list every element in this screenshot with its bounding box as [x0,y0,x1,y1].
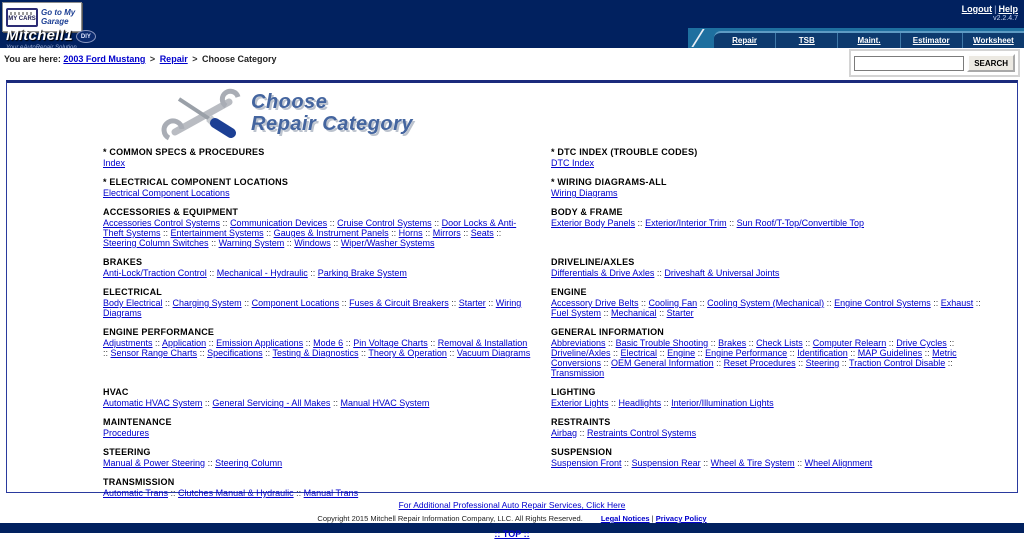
category-link[interactable]: Suspension Rear [631,458,701,468]
link-separator: :: [608,398,619,408]
footer-divider: | [651,514,654,523]
category-link[interactable]: Fuel System [551,308,602,318]
link-separator: :: [787,348,798,358]
category-link[interactable]: Anti-Lock/Traction Control [103,268,207,278]
category-link[interactable]: Exterior/Interior Trim [645,218,727,228]
category-title: DRIVELINE/AXLES [551,257,635,267]
link-separator: :: [202,398,213,408]
category-section [551,207,981,248]
category-link[interactable]: MAP Guidelines [857,348,923,358]
category-section [103,287,533,318]
link-separator: :: [263,228,274,238]
category-section [551,177,981,198]
link-separator: :: [656,308,667,318]
link-separator: :: [839,358,850,368]
category-link[interactable]: Abbreviations [551,338,606,348]
category-link[interactable]: Traction Control Disable [849,358,946,368]
category-link[interactable]: Index [103,158,126,168]
category-section [103,257,533,278]
link-separator: :: [303,338,314,348]
link-separator: :: [422,228,433,238]
category-row [103,417,983,438]
category-link[interactable]: Pin Voltage Charts [353,338,428,348]
breadcrumb-separator: > [149,54,156,64]
category-link[interactable]: Emission Applications [216,338,304,348]
category-section [551,447,981,468]
link-separator: :: [448,298,459,308]
category-link[interactable]: Wiring Diagrams [103,298,522,318]
category-link[interactable]: Wiper/Washer Systems [340,238,435,248]
search-box [849,49,1020,77]
category-link[interactable]: General Servicing - All Makes [212,398,331,408]
link-separator: :: [930,298,941,308]
link-separator: :: [427,338,438,348]
category-link[interactable]: Mirrors [432,228,461,238]
category-list [103,147,983,498]
link-separator: :: [241,298,252,308]
additional-services-link[interactable]: For Additional Professional Auto Repair Services, Click Here [398,500,626,510]
search-input[interactable] [854,56,964,71]
category-title: MAINTENANCE [103,417,172,427]
link-separator: :: [621,458,632,468]
category-link[interactable]: Door Locks & Anti-Theft Systems [103,218,517,238]
category-link[interactable]: Transmission [551,368,605,378]
category-link[interactable]: Body Electrical [103,298,163,308]
category-title: SUSPENSION [551,447,613,457]
category-title: * COMMON SPECS & PROCEDURES [103,147,265,157]
category-link[interactable]: Entertainment Systems [170,228,264,238]
category-link[interactable]: Driveshaft & Universal Joints [664,268,780,278]
category-links [551,158,981,168]
tab-tsb[interactable]: TSB [775,33,837,48]
category-link[interactable]: Differentials & Drive Axles [551,268,655,278]
category-link[interactable]: Sensor Range Charts [110,348,198,358]
category-link[interactable]: Airbag [551,428,578,438]
category-link[interactable]: Automatic Trans [103,488,169,498]
copyright-text: Copyright 2015 Mitchell Repair Information Company, LLC. All Rights Reserved. [317,514,583,523]
category-link[interactable]: Communication Devices [230,218,328,228]
category-link[interactable]: Restraints Control Systems [587,428,697,438]
plate-decor [10,12,34,15]
category-links [103,268,533,278]
category-row [103,257,983,278]
link-separator: :: [794,458,805,468]
category-section [103,207,533,248]
category-links [103,158,533,168]
link-separator: :: [654,268,665,278]
category-link[interactable]: Engine Control Systems [834,298,931,308]
category-link[interactable]: Automatic HVAC System [103,398,203,408]
link-separator: :: [388,228,399,238]
category-section [551,327,981,378]
privacy-policy-link[interactable]: Privacy Policy [655,514,707,523]
category-link[interactable]: Reset Procedures [723,358,796,368]
category-link[interactable]: Mechanical [611,308,657,318]
category-section [103,447,533,468]
link-separator: :: [601,358,612,368]
link-separator: :: [700,458,711,468]
category-link[interactable]: Cooling Fan [648,298,698,308]
link-separator: :: [206,268,217,278]
link-separator: :: [577,428,588,438]
breadcrumb-row [0,48,1024,80]
category-link[interactable]: Steering [805,358,840,368]
category-row [103,147,983,168]
category-link[interactable]: Computer Relearn [812,338,887,348]
category-link[interactable]: Windows [294,238,331,248]
back-to-top-link[interactable]: :: TOP :: [494,529,530,539]
category-links [103,398,533,408]
category-row [103,287,983,318]
category-link[interactable]: Gauges & Instrument Panels [273,228,389,238]
category-link[interactable]: Identification [797,348,848,358]
category-link[interactable]: Interior/Illumination Lights [671,398,774,408]
category-links [551,218,981,228]
category-link[interactable]: Wiring Diagrams [551,188,618,198]
category-link[interactable]: Drive Cycles [896,338,947,348]
breadcrumb-repair-link[interactable]: Repair [159,54,188,64]
link-separator: :: [460,228,471,238]
legal-notices-link[interactable]: Legal Notices [600,514,650,523]
category-section [103,327,533,378]
tab-strip [714,31,1024,48]
breadcrumb-current: Choose Category [202,54,277,64]
category-link[interactable]: Manual Trans [303,488,359,498]
category-link[interactable]: OEM General Information [611,358,714,368]
link-separator: :: [220,218,231,228]
category-links [103,458,533,468]
category-row [103,177,983,198]
category-link[interactable]: Starter [666,308,694,318]
category-row [103,387,983,408]
category-link[interactable]: Exterior Lights [551,398,609,408]
link-separator: :: [293,488,304,498]
link-separator: :: [431,218,442,228]
category-link[interactable]: Metric Conversions [551,348,957,368]
category-link[interactable]: Driveline/Axles [551,348,611,358]
link-separator: :: [657,348,668,358]
category-link[interactable]: Mechanical - Hydraulic [216,268,308,278]
category-section [551,147,981,168]
category-link[interactable]: Removal & Installation [437,338,528,348]
category-link[interactable]: Procedures [103,428,150,438]
category-title: ENGINE PERFORMANCE [103,327,215,337]
category-title: GENERAL INFORMATION [551,327,664,337]
category-links [551,338,981,378]
brand-name: Mitchell1 [6,27,73,44]
category-section [103,387,533,408]
link-separator: :: [922,348,933,358]
category-link[interactable]: Starter [458,298,486,308]
category-section [551,257,981,278]
tab-estimator[interactable]: Estimator [900,33,962,48]
category-link[interactable]: Wheel & Tire System [710,458,795,468]
logout-link[interactable]: Logout [961,4,993,14]
category-link[interactable]: Check Lists [756,338,803,348]
session-links [962,4,1018,22]
link-separator: :: [746,338,757,348]
link-separator: :: [330,238,341,248]
category-link[interactable]: Electrical [620,348,658,358]
link-separator: :: [206,338,217,348]
category-link[interactable]: Warning System [218,238,285,248]
category-title: HVAC [103,387,129,397]
category-row [103,327,983,378]
category-link[interactable]: Headlights [618,398,662,408]
category-link[interactable]: Theory & Operation [368,348,447,358]
category-title: BODY & FRAME [551,207,623,217]
link-separator: :: [205,458,216,468]
link-separator: :: [327,218,338,228]
link-separator: :: [824,298,835,308]
category-link[interactable]: Suspension Front [551,458,622,468]
category-link[interactable]: Accessories Control Systems [103,218,221,228]
category-link[interactable]: DTC Index [551,158,595,168]
top-header [0,0,1024,48]
link-separator: :: [446,348,457,358]
category-link[interactable]: Accessory Drive Belts [551,298,639,308]
link-separator: :: [726,218,737,228]
category-links [551,188,981,198]
category-link[interactable]: Mode 6 [313,338,344,348]
link-separator: :: [493,228,502,238]
link-separator: :: [973,298,981,308]
category-title: ENGINE [551,287,587,297]
category-links [103,338,533,358]
link-separator: :: [160,228,171,238]
page-title-line1: Choose [251,91,328,113]
link-separator: :: [152,338,163,348]
category-link[interactable]: Electrical Component Locations [103,188,230,198]
category-link[interactable]: Manual HVAC System [340,398,430,408]
link-separator: :: [708,338,719,348]
category-link[interactable]: Sun Roof/T-Top/Convertible Top [736,218,864,228]
category-title: * WIRING DIAGRAMS-ALL [551,177,667,187]
category-link[interactable]: Fuses & Circuit Breakers [349,298,449,308]
category-links [551,428,981,438]
link-separator: :: [343,338,354,348]
link-separator: :: [847,348,858,358]
link-separator: :: [103,348,111,358]
category-link[interactable]: Charging System [172,298,242,308]
category-links [103,298,533,318]
diy-badge: DIY [76,30,96,43]
category-links [103,428,533,438]
link-separator: :: [945,358,953,368]
link-separator: :: [795,358,806,368]
tab-bar [688,28,1024,48]
category-link[interactable]: Exhaust [940,298,974,308]
link-separator: :: [661,398,672,408]
tab-worksheet[interactable]: Worksheet [962,33,1024,48]
main-panel [6,80,1018,498]
category-title: RESTRAINTS [551,417,611,427]
category-link[interactable]: Cooling System (Mechanical) [707,298,825,308]
category-link[interactable]: Basic Trouble Shooting [615,338,709,348]
category-links [103,188,533,198]
page-title [251,91,413,135]
category-link[interactable]: Exterior Body Panels [551,218,636,228]
link-separator: :: [713,358,724,368]
link-separator: :: [605,338,616,348]
category-row [103,447,983,468]
category-title: LIGHTING [551,387,596,397]
link-separator: :: [262,348,273,358]
link-separator: :: [886,338,897,348]
category-links [551,458,981,468]
category-title: ACCESSORIES & EQUIPMENT [103,207,239,217]
category-section [103,177,533,198]
category-link[interactable]: Brakes [718,338,747,348]
category-title: ELECTRICAL [103,287,162,297]
category-link[interactable]: Testing & Diagnostics [272,348,359,358]
breadcrumb-vehicle-link[interactable]: 2003 Ford Mustang [63,54,146,64]
link-separator: :: [208,238,219,248]
category-link[interactable]: Wheel Alignment [804,458,873,468]
link-separator: :: [697,298,708,308]
category-link[interactable]: Specifications [207,348,263,358]
category-link[interactable]: Vacuum Diagrams [456,348,531,358]
category-title: * ELECTRICAL COMPONENT LOCATIONS [103,177,289,187]
link-separator: :: [946,338,955,348]
link-separator: :: [635,218,646,228]
category-links [551,268,981,278]
breadcrumb [4,54,277,64]
breadcrumb-prefix: You are here: [4,54,61,64]
category-link[interactable]: Engine [667,348,696,358]
link-separator: :: [162,298,173,308]
category-links [551,398,981,408]
category-section [551,387,981,408]
category-section [551,287,981,318]
link-separator: :: [802,338,813,348]
category-link[interactable]: Application [162,338,207,348]
category-section [103,147,533,168]
link-separator: :: [307,268,318,278]
link-separator: :: [638,298,649,308]
category-link[interactable]: Component Locations [251,298,340,308]
category-link[interactable]: Steering Column [215,458,283,468]
link-separator: :: [358,348,369,358]
version-label: v2.2.4.7 [993,15,1018,22]
tab-repair[interactable]: Repair [732,36,758,45]
tab-maint[interactable]: Maint. [837,33,899,48]
category-title: TRANSMISSION [103,477,175,487]
search-button[interactable]: SEARCH [967,54,1015,72]
category-title: BRAKES [103,257,143,267]
link-separator: :: [610,348,621,358]
category-link[interactable]: Clutches Manual & Hydraulic [178,488,294,498]
category-links [103,218,533,248]
category-link[interactable]: Manual & Power Steering [103,458,206,468]
license-plate-icon [6,8,38,27]
page-title-line2: Repair Category [251,113,413,135]
category-link[interactable]: Engine Performance [705,348,788,358]
category-link[interactable]: Cruise Control Systems [337,218,432,228]
link-separator: :: [284,238,295,248]
category-link[interactable]: Adjustments [103,338,153,348]
link-separator: :: [601,308,612,318]
category-row [103,207,983,248]
link-separator: :: [168,488,179,498]
category-link[interactable]: Horns [398,228,423,238]
session-links-divider: | [994,4,997,14]
link-separator: :: [197,348,208,358]
help-link[interactable]: Help [998,4,1018,14]
garage-button-label: Go to My Garage [41,8,76,26]
category-section [551,417,981,438]
link-separator: :: [695,348,706,358]
crossed-tools-icon [165,91,241,141]
page-title-block [165,91,1017,145]
link-separator: :: [485,298,496,308]
category-title: * DTC INDEX (TROUBLE CODES) [551,147,698,157]
breadcrumb-separator: > [192,54,198,64]
category-link[interactable]: Seats [470,228,494,238]
category-links [551,298,981,318]
category-link[interactable]: Parking Brake System [317,268,407,278]
category-title: STEERING [103,447,151,457]
plate-text: MY CARS [8,16,36,22]
category-section [103,417,533,438]
link-separator: :: [339,298,350,308]
category-link[interactable]: Steering Column Switches [103,238,209,248]
link-separator: :: [330,398,341,408]
